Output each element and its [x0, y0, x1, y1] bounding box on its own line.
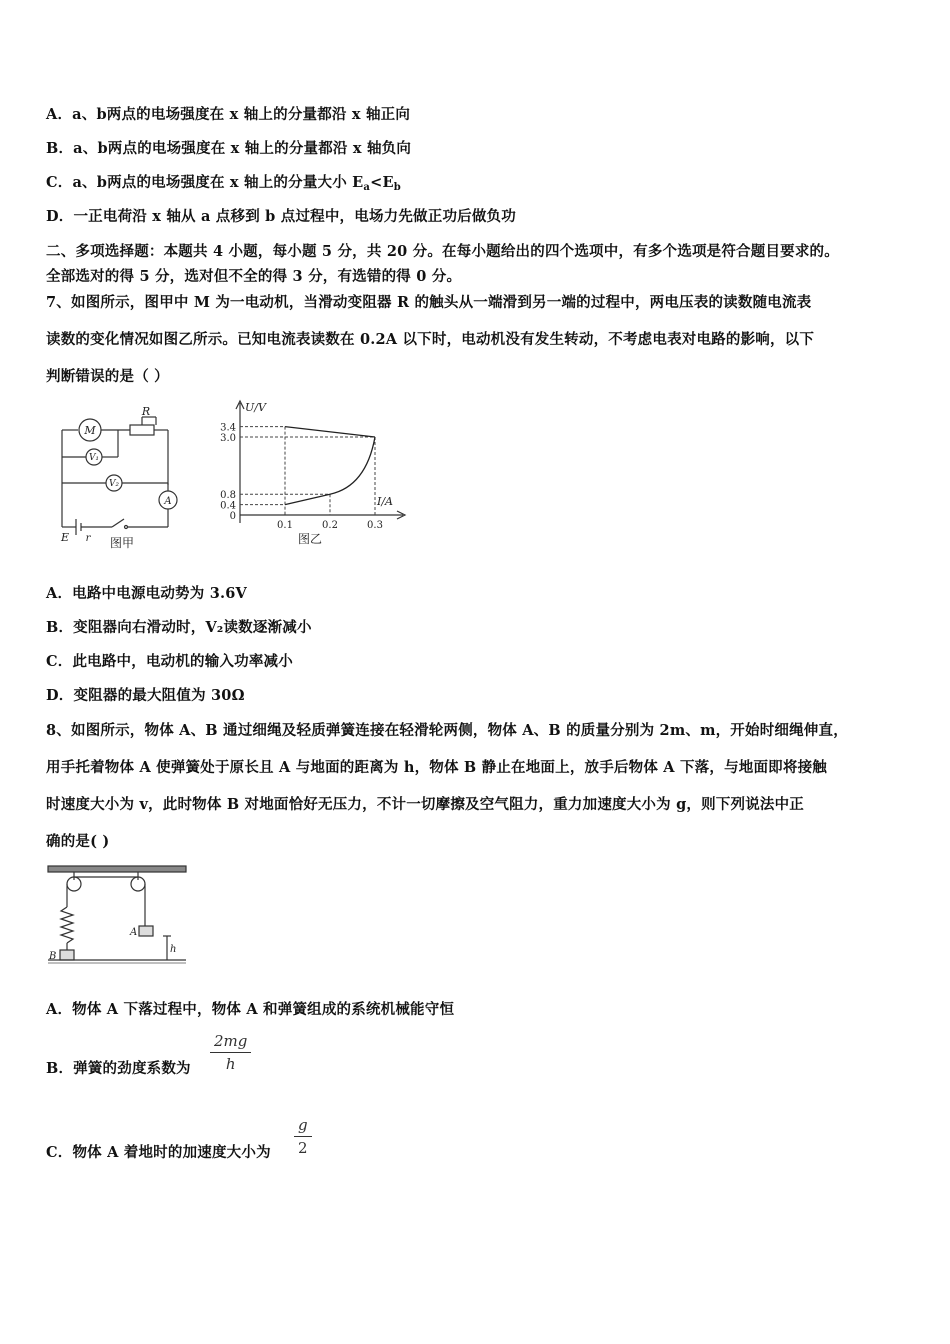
resistor-label: R: [141, 405, 151, 418]
q8-stem-1: 8、如图所示，物体 A、B 通过细绳及轻质弹簧连接在轻滑轮两侧，物体 A、B 的质量分别为 2m、m，开始时细绳伸直，: [46, 722, 848, 739]
circuit-diagram: [50, 405, 185, 550]
q7-option-b: B．变阻器向右滑动时，V₂读数逐渐减小: [46, 619, 312, 636]
q7-option-c: C．此电路中，电动机的输入功率减小: [46, 653, 293, 670]
q7-option-d: D．变阻器的最大阻值为 30Ω: [46, 687, 245, 704]
series-lower-curve: [285, 437, 375, 505]
v2-label: V₂: [108, 479, 120, 489]
acceleration-fraction: g 2: [294, 1116, 312, 1157]
chart-caption: 图乙: [297, 532, 323, 546]
motor-label: M: [84, 424, 96, 437]
label-a: A: [130, 927, 138, 938]
y-tick-label-4: 0: [229, 511, 236, 522]
q6-option-a: A．a、b两点的电场强度在 x 轴上的分量都沿 x 轴正向: [46, 106, 411, 123]
y-tick-label-3: 0.4: [220, 500, 236, 512]
q7-option-a: A．电路中电源电动势为 3.6V: [46, 585, 247, 602]
block-b: [60, 950, 74, 960]
ceiling: [48, 866, 186, 872]
spring-constant-fraction: 2mg h: [210, 1032, 251, 1073]
ui-graph: [205, 395, 415, 550]
series-upper-line: [285, 427, 375, 437]
x-tick-label-2: 0.3: [367, 520, 383, 531]
label-h: h: [170, 944, 177, 955]
q8-option-a: A．物体 A 下落过程中，物体 A 和弹簧组成的系统机械能守恒: [46, 1001, 455, 1018]
label-b: B: [49, 951, 57, 962]
section2-instructions-1: 二、多项选择题：本题共 4 小题，每小题 5 分，共 20 分。在每小题给出的四个选项中，有多个选项是符合题目要求的。: [46, 243, 839, 260]
q7-stem-2: 读数的变化情况如图乙所示。已知电流表读数在 0.2A 以下时，电动机没有发生转动，不考虑电表对电路的影响，以下: [46, 331, 815, 348]
q6-option-d: D．一正电荷沿 x 轴从 a 点移到 b 点过程中，电场力先做正功后做负功: [46, 208, 516, 225]
q8-option-c: C．物体 A 着地时的加速度大小为: [46, 1144, 271, 1161]
q8-stem-2: 用手托着物体 A 使弹簧处于原长且 A 与地面的距离为 h，物体 B 静止在地面上，放手后物体 A 下落，与地面即将接触: [46, 759, 827, 776]
y-tick-label-2: 0.8: [220, 490, 236, 502]
emf-label: E: [60, 531, 70, 544]
y-tick-label-0: 3.4: [220, 422, 236, 434]
y-tick-label-1: 3.0: [220, 433, 236, 444]
v1-label: V₁: [88, 453, 100, 463]
pulley-spring-figure: [46, 862, 191, 972]
block-a: [139, 926, 153, 936]
circuit-caption: 图甲: [109, 536, 135, 550]
x-tick-label-1: 0.2: [322, 520, 338, 531]
q6-option-b: B．a、b两点的电场强度在 x 轴上的分量都沿 x 轴负向: [46, 140, 412, 157]
q7-stem-3: 判断错误的是（ ）: [46, 368, 169, 385]
q7-stem-1: 7、如图所示，图甲中 M 为一电动机，当滑动变阻器 R 的触头从一端滑到另一端的过程中，两电压表的读数随电流表: [46, 294, 812, 311]
x-axis-label: I/A: [377, 495, 393, 508]
y-axis-label: U/V: [245, 401, 266, 414]
q8-option-b: B．弹簧的劲度系数为: [46, 1060, 191, 1077]
q6-option-c: C．a、b两点的电场强度在 x 轴上的分量大小 $E_a<E_b$: [46, 174, 401, 193]
q8-stem-3: 时速度大小为 v，此时物体 B 对地面恰好无压力，不计一切摩擦及空气阻力，重力加速度大小为 g，则下列说法中正: [46, 796, 805, 813]
spring: [61, 907, 73, 943]
ammeter-label: A: [164, 496, 172, 507]
r-label: r: [85, 533, 91, 544]
x-tick-label-0: 0.1: [277, 520, 293, 531]
resistor-symbol: [130, 425, 154, 435]
section2-instructions-2: 全部选对的得 5 分，选对但不全的得 3 分，有选错的得 0 分。: [46, 268, 462, 285]
q8-stem-4: 确的是( ): [46, 833, 110, 850]
